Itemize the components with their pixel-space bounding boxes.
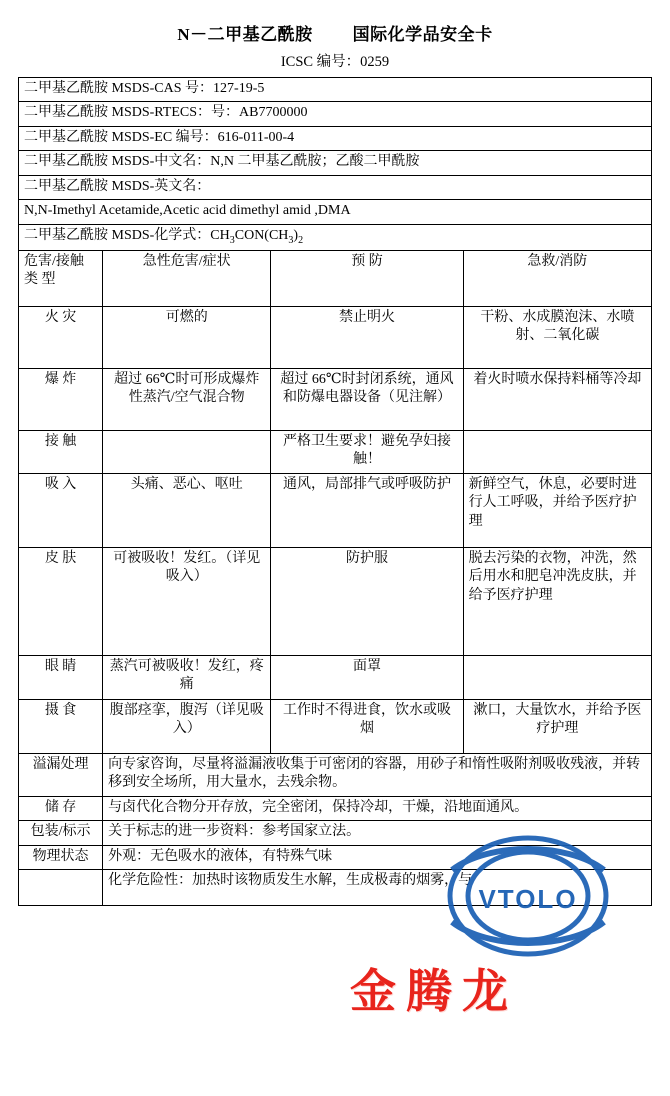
table-row-wide — [19, 796, 652, 820]
info-cas: 二甲基乙酰胺 MSDS-CAS 号：127-19-5 — [19, 78, 652, 102]
formula-sub-1: 3 — [229, 234, 235, 246]
row-firstaid-ingestion: 漱口，大量饮水，并给予医疗护理 — [463, 699, 651, 753]
header-prevention: 预 防 — [271, 250, 463, 306]
watermark-logo-text: VTOLO — [478, 884, 578, 914]
row-type-eyes: 眼 睛 — [19, 655, 103, 699]
table-row — [19, 547, 652, 655]
row-firstaid-eyes — [463, 655, 651, 699]
info-ec: 二甲基乙酰胺 MSDS-EC 编号：616-011-00-4 — [19, 126, 652, 150]
row-type-inhalation: 吸 入 — [19, 473, 103, 547]
row-prevention-contact: 严格卫生要求！避免孕妇接触！ — [271, 430, 463, 473]
row-acute-fire: 可燃的 — [103, 306, 271, 368]
info-row — [19, 126, 652, 150]
title-right: 国际化学品安全卡 — [352, 25, 493, 44]
row-text-chemical-hazard: 化学危险性：加热时该物质发生水解，生成极毒的烟雾，与 — [103, 870, 652, 906]
watermark-brand: 金腾龙 — [350, 965, 518, 1017]
table-row-wide — [19, 821, 652, 845]
table-row — [19, 473, 652, 547]
row-label-physical-state: 物理状态 — [19, 845, 103, 869]
table-row — [19, 430, 652, 473]
row-prevention-fire: 禁止明火 — [271, 306, 463, 368]
info-row — [19, 175, 652, 199]
header-type — [19, 250, 103, 306]
row-prevention-ingestion: 工作时不得进食，饮水或吸烟 — [271, 699, 463, 753]
msds-table — [18, 77, 652, 906]
table-row — [19, 699, 652, 753]
row-firstaid-inhalation: 新鲜空气，休息，必要时进行人工呼吸，并给予医疗护理 — [463, 473, 651, 547]
row-prevention-explosion: 超过 66℃时封闭系统，通风和防爆电器设备（见注解） — [271, 368, 463, 430]
row-text-storage: 与卤代化合物分开存放，完全密闭，保持冷却，干燥，沿地面通风。 — [103, 796, 652, 820]
info-en-name-label: 二甲基乙酰胺 MSDS-英文名： — [19, 175, 652, 199]
info-row — [19, 224, 652, 250]
row-prevention-eyes: 面罩 — [271, 655, 463, 699]
header-firstaid: 急救/消防 — [463, 250, 651, 306]
info-row — [19, 151, 652, 175]
row-label-empty — [19, 870, 103, 906]
row-prevention-inhalation: 通风，局部排气或呼吸防护 — [271, 473, 463, 547]
info-formula — [19, 224, 652, 250]
formula-end: ) — [293, 227, 299, 243]
table-row — [19, 306, 652, 368]
table-row — [19, 368, 652, 430]
row-firstaid-fire: 干粉、水成膜泡沫、水喷射、二氧化碳 — [463, 306, 651, 368]
table-header-row — [19, 250, 652, 306]
row-acute-explosion: 超过 66℃时可形成爆炸性蒸汽/空气混合物 — [103, 368, 271, 430]
row-acute-eyes: 蒸汽可被吸收！发红，疼痛 — [103, 655, 271, 699]
info-row — [19, 102, 652, 126]
row-type-explosion: 爆 炸 — [19, 368, 103, 430]
info-row — [19, 78, 652, 102]
row-text-spill: 向专家咨询，尽量将溢漏液收集于可密闭的容器，用砂子和惰性吸附剂吸收残液，并转移到安全场所，用大量水，去残余物。 — [103, 753, 652, 796]
table-row-wide — [19, 870, 652, 906]
info-rtecs: 二甲基乙酰胺 MSDS-RTECS：号：AB7700000 — [19, 102, 652, 126]
row-text-physical-state: 外观：无色吸水的液体，有特殊气味 — [103, 845, 652, 869]
formula-prefix: 二甲基乙酰胺 MSDS-化学式：CH — [24, 227, 230, 243]
icsc-number: ICSC 编号：0259 — [280, 54, 390, 70]
row-label-storage: 储 存 — [19, 796, 103, 820]
title-left: N－二甲基乙酰胺 — [177, 25, 313, 44]
row-acute-ingestion: 腹部痉挛，腹泻（详见吸入） — [103, 699, 271, 753]
row-label-packaging: 包装/标示 — [19, 821, 103, 845]
info-cn-name: 二甲基乙酰胺 MSDS-中文名：N,N 二甲基乙酰胺；乙酸二甲酰胺 — [19, 151, 652, 175]
header-type-label: 危害/接触 类 型 — [24, 253, 84, 288]
info-row — [19, 200, 652, 224]
row-firstaid-skin: 脱去污染的衣物，冲洗，然后用水和肥皂冲洗皮肤，并给予医疗护理 — [463, 547, 651, 655]
table-row-wide — [19, 753, 652, 796]
row-type-fire: 火 灾 — [19, 306, 103, 368]
page-title — [18, 20, 652, 45]
formula-mid: CON(CH — [234, 227, 289, 243]
row-type-ingestion: 摄 食 — [19, 699, 103, 753]
header-acute: 急性危害/症状 — [103, 250, 271, 306]
row-acute-skin: 可被吸收！发红。（详见吸入） — [103, 547, 271, 655]
table-row — [19, 655, 652, 699]
row-acute-inhalation: 头痛、恶心、呕吐 — [103, 473, 271, 547]
row-label-spill: 溢漏处理 — [19, 753, 103, 796]
row-text-packaging: 关于标志的进一步资料：参考国家立法。 — [103, 821, 652, 845]
row-firstaid-explosion: 着火时喷水保持料桶等冷却 — [463, 368, 651, 430]
row-type-skin: 皮 肤 — [19, 547, 103, 655]
row-acute-contact — [103, 430, 271, 473]
row-prevention-skin: 防护服 — [271, 547, 463, 655]
row-type-contact: 接 触 — [19, 430, 103, 473]
table-row-wide — [19, 845, 652, 869]
row-firstaid-contact — [463, 430, 651, 473]
formula-sub-3: 2 — [298, 234, 304, 246]
info-en-name-value: N,N-Imethyl Acetamide,Acetic acid dimethyl amid ,DMA — [19, 200, 652, 224]
formula-sub-2: 3 — [288, 234, 294, 246]
